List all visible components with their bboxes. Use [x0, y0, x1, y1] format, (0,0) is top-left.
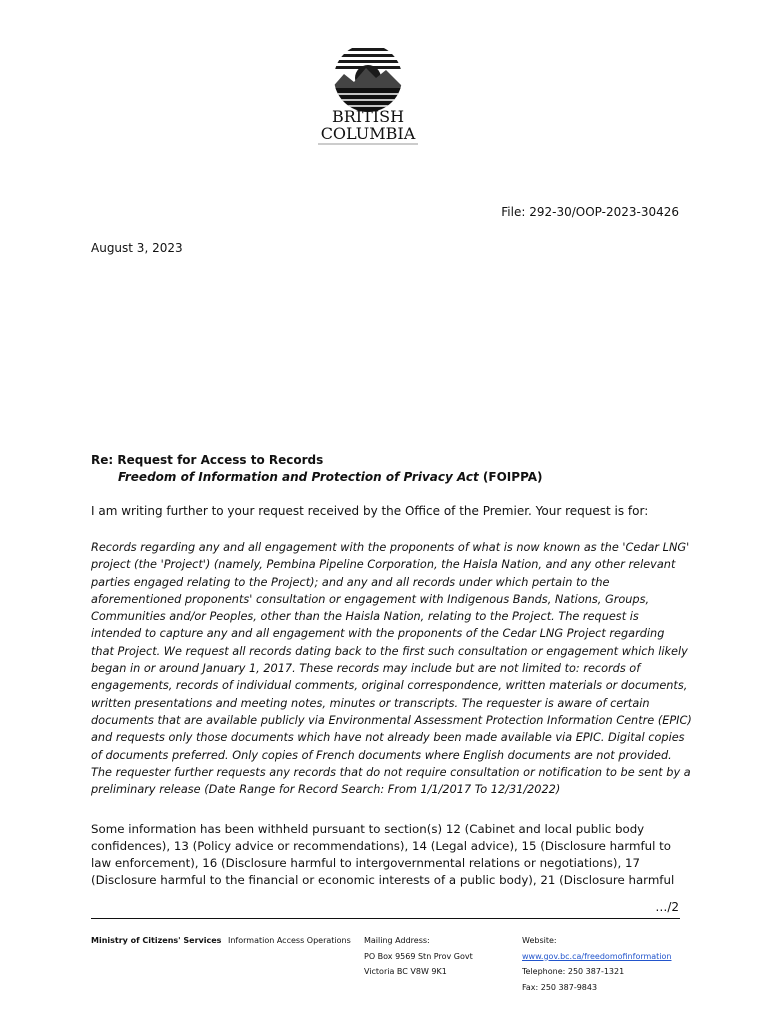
city-postal: Victoria BC V8W 9K1: [364, 967, 447, 976]
request-line: engagements, records of individual comments, original correspondence, written materials or documents,: [91, 679, 688, 693]
request-line: project (the 'Project') (namely, Pembina Pipeline Corporation, the Haisla Nation, and any other relevant: [91, 558, 676, 572]
bc-logo-graphic: [300, 44, 436, 146]
subject-line: Re: Request for Access to Records: [91, 453, 324, 467]
request-line: documents that are available publicly via Environmental Assessment Protection Information Centre (EPIC): [91, 713, 692, 727]
request-line: aforementioned proponents' consultation or engagement with Indigenous Bands, Nations, Groups,: [91, 592, 650, 606]
intro-paragraph: I am writing further to your request received by the Office of the Premier. Your request is for:: [91, 504, 649, 518]
request-line: that Project. We request all records dating back to the first such consultation or engagement which likely: [91, 644, 688, 658]
withheld-line: (Disclosure harmful to the financial or economic interests of a public body), 21 (Disclosure harmful: [91, 873, 675, 887]
footer-contact: [522, 933, 672, 995]
act-abbreviation: (FOIPPA): [478, 470, 543, 484]
website-link[interactable]: www.gov.bc.ca/freedomofinformation: [522, 951, 672, 961]
bc-logo: [300, 44, 436, 146]
subject-block: [91, 452, 543, 486]
footer-department: [228, 933, 351, 949]
request-line: parties engaged relating to the Project); and any and all records under which pertain to the: [91, 575, 610, 589]
po-box: PO Box 9569 Stn Prov Govt: [364, 951, 473, 961]
request-line: began in or around January 1, 2017. These records may include but are not limited to: records of: [91, 662, 641, 676]
fax: Fax: 250 387-9843: [522, 982, 598, 992]
logo-text-columbia: COLUMBIA: [320, 124, 416, 143]
request-text: [91, 539, 691, 798]
letter-date: August 3, 2023: [91, 241, 183, 255]
request-line: preliminary release (Date Range for Record Search: From 1/1/2017 To 12/31/2022): [91, 783, 561, 797]
request-line: The requester further requests any records that do not require consultation or notification to be sent by a: [91, 765, 691, 779]
mailing-label: Mailing Address:: [364, 936, 430, 945]
website-label: Website:: [522, 936, 557, 945]
footer-ministry: [91, 933, 221, 949]
request-line: and requests only those documents which have not already been made available via EPIC. Digital copies: [91, 731, 685, 745]
logo-text-british: BRITISH: [331, 107, 405, 126]
ministry-name: Ministry of Citizens' Services: [91, 936, 222, 945]
request-line: intended to capture any and all engagement with the proponents of the Cedar LNG Project regarding: [91, 627, 665, 641]
withheld-paragraph: [91, 821, 691, 889]
withheld-line: Some information has been withheld pursuant to section(s) 12 (Cabinet and local public body: [91, 822, 645, 836]
act-name: Freedom of Information and Protection of Privacy Act: [118, 470, 479, 484]
withheld-line: law enforcement), 16 (Disclosure harmful to intergovernmental relations or negotiations), 17: [91, 856, 641, 870]
file-reference: File: 292-30/OOP-2023-30426: [501, 205, 679, 219]
withheld-line: confidences), 13 (Policy advice or recommendations), 14 (Legal advice), 15 (Disclosure harmful to: [91, 839, 671, 853]
request-line: Records regarding any and all engagement with the proponents of what is now known as the 'Cedar LNG': [91, 541, 690, 554]
request-line: Communities and/or Peoples, other than the Haisla Nation, relating to the Project. The request is: [91, 610, 639, 624]
request-line: of documents preferred. Only copies of French documents where English documents are not provided.: [91, 748, 672, 762]
page-continuation: …/2: [655, 900, 679, 914]
request-line: written presentations and meeting notes, minutes or transcripts. The requester is aware of certain: [91, 696, 650, 710]
subject-act-line: [91, 469, 543, 486]
telephone: Telephone: 250 387-1321: [522, 967, 625, 976]
department-name: Information Access Operations: [228, 936, 351, 945]
footer-mailing-address: [364, 933, 473, 980]
footer-divider: [91, 918, 680, 919]
